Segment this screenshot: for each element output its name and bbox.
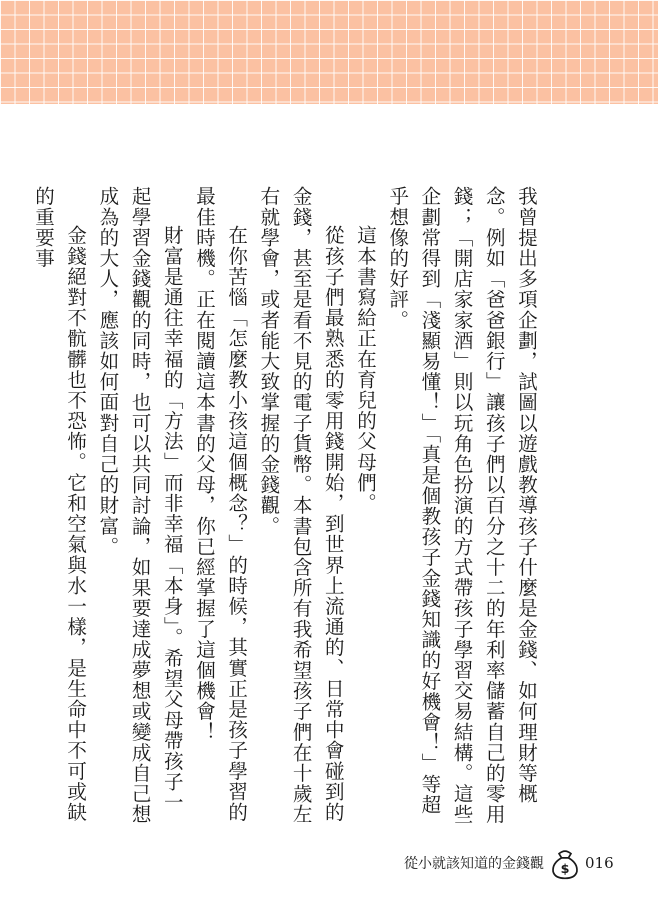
paragraph-5: 財富是通往幸福的「方法」而非幸福「本身」。希望父母帶孩子一起學習金錢觀的同時，也可以共同討論，如果要達成夢想或變成自己想成為的大人，應該如何面對自己的財富。 (96, 186, 184, 825)
paragraph-1: 我曾提出多項企劃，試圖以遊戲教導孩子什麼是金錢、如何理財等概念。例如「爸爸銀行」讓孩子們以百分之十二的年利率儲蓄自己的零用錢；「開店家家酒」則以玩角色扮演的方式帶孩子學習交易結構。這些企劃常得到「淺顯易懂！」「真是個教孩子金錢知識的好機會！」等超乎想像的好評。 (386, 186, 538, 825)
paragraph-6: 金錢絕對不骯髒也不恐怖。它和空氣與水一樣，是生命中不可或缺的重要事 (31, 186, 88, 823)
paragraph-2: 這本書寫給正在育兒的父母們。 (353, 225, 377, 514)
page-footer (404, 848, 614, 878)
header-grid-band (0, 0, 658, 104)
paragraph-4: 在你苦惱「怎麼教小孩這個概念？」的時候，其實正是孩子學習的最佳時機。正在閱讀這本書的父母，你已經掌握了這個機會！ (192, 186, 249, 823)
svg-text:$: $ (560, 862, 570, 878)
paragraph-3: 從孩子們最熟悉的零用錢開始，到世界上流通的、日常中會碰到的金錢，甚至是看不見的電子貨幣。本書包含所有我希望孩子們在十歲左右就學會，或者能大致掌握的金錢觀。 (257, 186, 345, 825)
book-title: 從小就該知道的金錢觀 (404, 856, 544, 872)
money-bag-icon (548, 846, 582, 880)
body-text (27, 186, 542, 826)
page-number: 016 (585, 854, 614, 872)
